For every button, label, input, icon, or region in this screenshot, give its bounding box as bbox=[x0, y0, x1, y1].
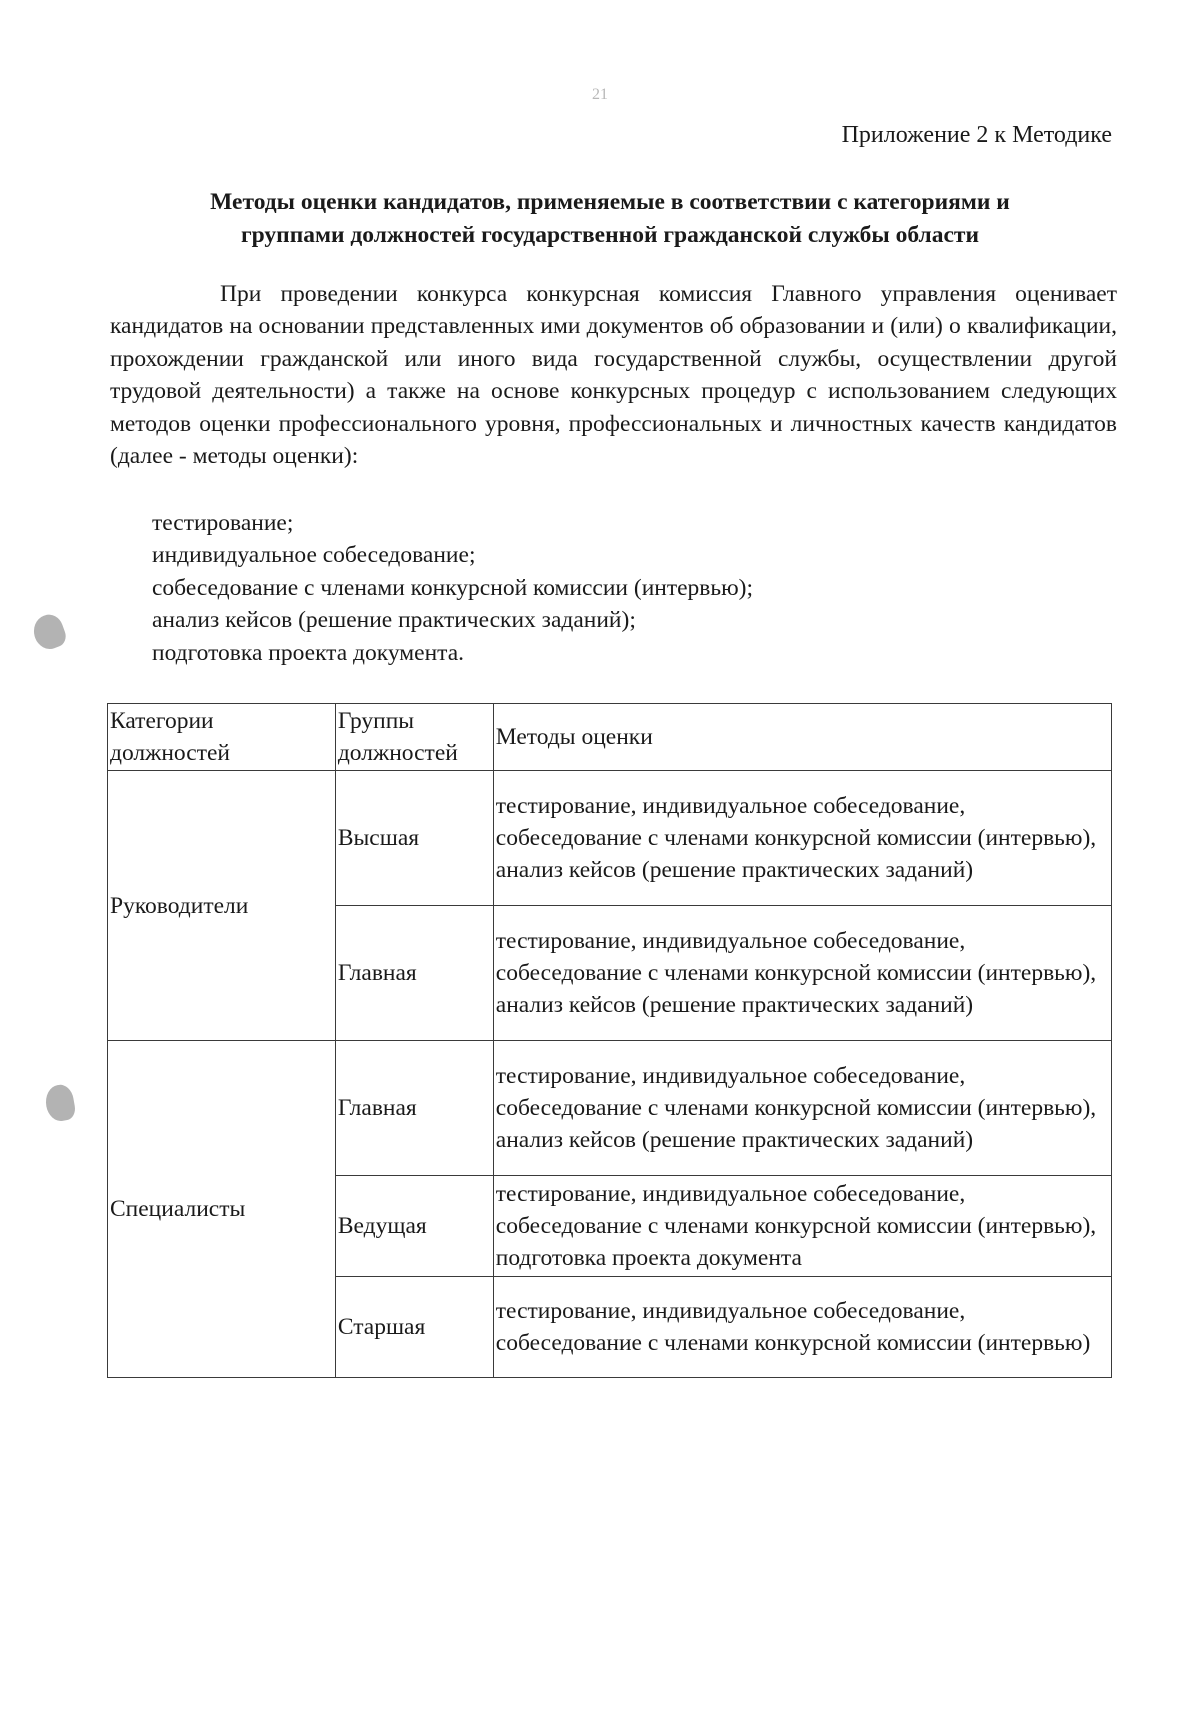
method-item: подготовка проекта документа. bbox=[152, 639, 465, 666]
header-groups: Группы должностей bbox=[335, 704, 493, 771]
methods-list bbox=[152, 507, 753, 669]
method-item: индивидуальное собеседование; bbox=[152, 542, 476, 569]
intro-paragraph: При проведении конкурса конкурсная комиссия Главного управления оценивает кандидатов на основании представленных ими документов об образовании и (или) о квалификации, прохождении гражданской или иного вида государственной службы, осуществлении другой трудовой деятельности) а также на основе конкурсных процедур с использованием следующих методов оценки профессионального уровня, профессиональных и личностных качеств кандидатов (далее - методы оценки): bbox=[110, 281, 1117, 470]
header-methods: Методы оценки bbox=[493, 704, 1111, 771]
category-cell: Руководители bbox=[108, 771, 336, 1041]
appendix-label: Приложение 2 к Методике bbox=[841, 122, 1112, 148]
methods-cell: тестирование, индивидуальное собеседование, собеседование с членами конкурсной комиссии (интервью), подготовка проекта документа bbox=[493, 1176, 1111, 1277]
header-categories: Категории должностей bbox=[108, 704, 336, 771]
punch-hole-mark bbox=[29, 611, 69, 653]
punch-hole-mark bbox=[43, 1083, 77, 1123]
group-cell: Главная bbox=[335, 1041, 493, 1176]
title-line-2: группами должностей государственной гражданской службы области bbox=[240, 222, 980, 248]
methods-cell: тестирование, индивидуальное собеседование, собеседование с членами конкурсной комиссии (интервью) bbox=[493, 1277, 1111, 1378]
title-line-1: Методы оценки кандидатов, применяемые в соответствии с категориями и bbox=[210, 189, 1010, 215]
group-cell: Ведущая bbox=[335, 1176, 493, 1277]
category-cell: Специалисты bbox=[108, 1041, 336, 1378]
group-cell: Высшая bbox=[335, 771, 493, 906]
table-row bbox=[108, 771, 1112, 906]
group-cell: Главная bbox=[335, 906, 493, 1041]
method-item: анализ кейсов (решение практических заданий); bbox=[152, 607, 636, 634]
page-number: 21 bbox=[592, 86, 608, 103]
table-row bbox=[108, 1041, 1112, 1176]
table-header-row bbox=[108, 704, 1112, 771]
document-title bbox=[110, 186, 1110, 252]
methods-cell: тестирование, индивидуальное собеседование, собеседование с членами конкурсной комиссии (интервью), анализ кейсов (решение практических заданий) bbox=[493, 771, 1111, 906]
methods-cell: тестирование, индивидуальное собеседование, собеседование с членами конкурсной комиссии (интервью), анализ кейсов (решение практических заданий) bbox=[493, 906, 1111, 1041]
assessment-methods-table bbox=[107, 703, 1112, 1378]
method-item: собеседование с членами конкурсной комиссии (интервью); bbox=[152, 574, 754, 601]
method-item: тестирование; bbox=[152, 510, 294, 536]
methods-cell: тестирование, индивидуальное собеседование, собеседование с членами конкурсной комиссии (интервью), анализ кейсов (решение практических заданий) bbox=[493, 1041, 1111, 1176]
group-cell: Старшая bbox=[335, 1277, 493, 1378]
